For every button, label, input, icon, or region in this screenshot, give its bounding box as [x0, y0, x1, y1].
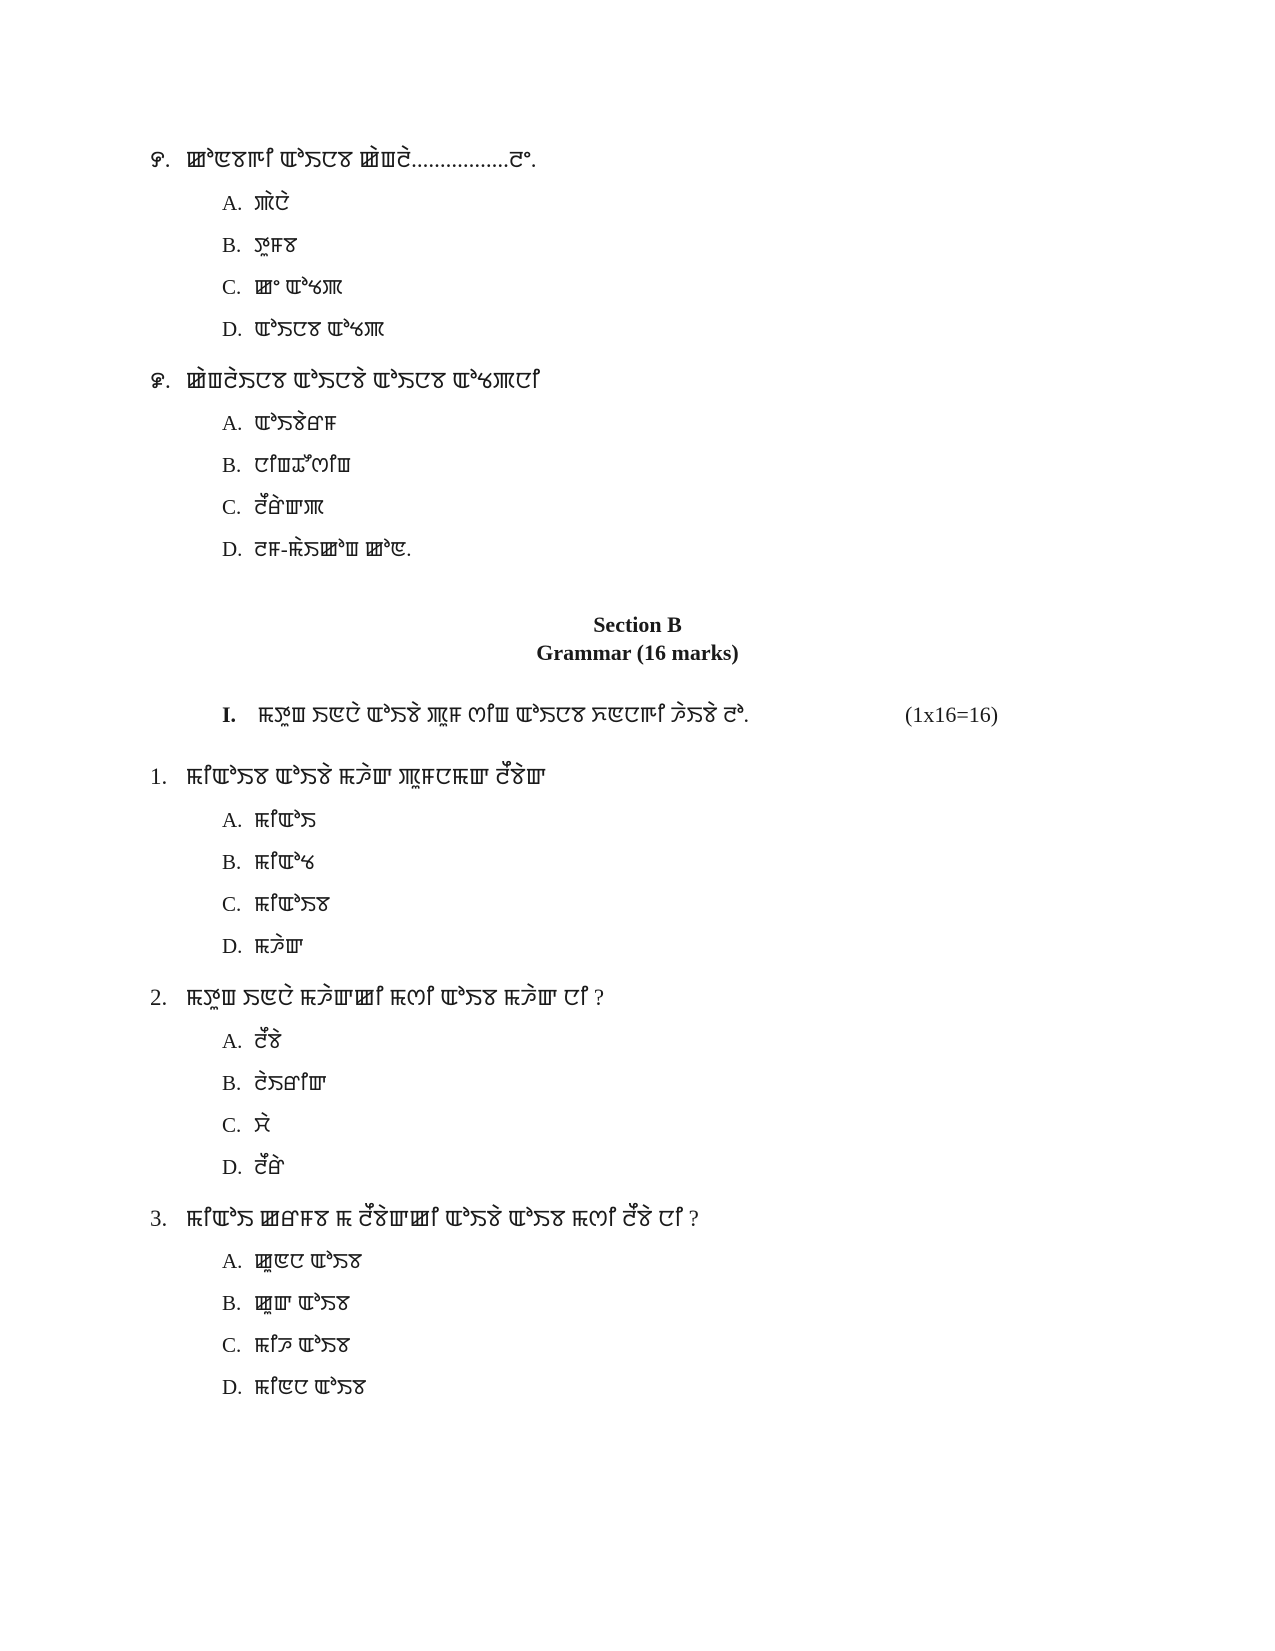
option-letter: B. — [222, 233, 242, 257]
option-d — [222, 1152, 327, 1182]
option-letter: D. — [222, 1155, 243, 1179]
grammar-question-2-options — [222, 1026, 327, 1194]
option-d — [222, 931, 330, 961]
option-text: ꯂꯥꯏꯔꯤꯛ — [254, 1071, 327, 1095]
section-instruction — [222, 700, 749, 730]
instruction-number: I. — [222, 702, 237, 727]
option-a — [222, 1026, 327, 1056]
question-8 — [150, 145, 537, 175]
option-letter: D. — [222, 934, 243, 958]
question-text: ꯃꯇꯨꯡ ꯏꯟꯅꯥ ꯃꯍꯥꯛꯀꯤ ꯃꯁꯤ ꯑꯣꯏꯕ ꯃꯍꯥꯛ ꯅꯤ ? — [185, 985, 605, 1010]
option-text: ꯀꯦ ꯑꯣꯠꯄ — [254, 275, 343, 299]
option-letter: B. — [222, 453, 242, 477]
option-text: ꯅꯤꯡꯊꯧꯁꯤꯡ — [254, 453, 352, 477]
option-letter: A. — [222, 1249, 243, 1273]
option-text: ꯂꯩꯕꯥ — [254, 1029, 282, 1053]
option-letter: B. — [222, 850, 242, 874]
grammar-question-1 — [150, 762, 546, 792]
option-letter: A. — [222, 411, 243, 435]
option-letter: A. — [222, 191, 243, 215]
option-text: ꯑꯣꯏꯕꯥꯔꯝ — [254, 411, 337, 435]
option-letter: D. — [222, 317, 243, 341]
option-d — [222, 534, 412, 564]
option-letter: C. — [222, 1333, 242, 1357]
option-c — [222, 1110, 327, 1140]
option-text: ꯃꯤꯑꯣꯏ — [254, 808, 316, 832]
option-c — [222, 889, 330, 919]
question-number: 2. — [150, 985, 168, 1010]
section-subtitle: Grammar (16 marks) — [536, 640, 739, 665]
option-text: ꯀꯨꯟꯅ ꯑꯣꯏꯕ — [254, 1249, 363, 1273]
option-text: ꯃꯍꯥꯛ — [254, 934, 304, 958]
option-text: ꯆꯥ — [254, 1113, 271, 1137]
option-letter: C. — [222, 275, 242, 299]
option-b — [222, 1068, 327, 1098]
question-text: ꯀꯣꯟꯕꯒꯤ ꯑꯣꯏꯅꯕ ꯀꯥꯡꯂꯥ.................ꯂꯦ. — [185, 147, 537, 172]
option-letter: C. — [222, 892, 242, 916]
option-c — [222, 492, 412, 522]
question-number: 1. — [150, 764, 168, 789]
option-c — [222, 272, 384, 302]
option-letter: D. — [222, 1375, 243, 1399]
option-letter: C. — [222, 495, 242, 519]
question-number: ꯹. — [150, 368, 171, 393]
question-number: 3. — [150, 1206, 168, 1231]
option-text: ꯃꯤꯑꯣꯠ — [254, 850, 315, 874]
grammar-question-3-options — [222, 1246, 366, 1414]
option-letter: B. — [222, 1291, 242, 1315]
grammar-question-2 — [150, 983, 604, 1013]
option-letter: B. — [222, 1071, 242, 1095]
option-a — [222, 188, 384, 218]
option-letter: C. — [222, 1113, 242, 1137]
option-text: ꯃꯤꯑꯣꯏꯕ — [254, 892, 331, 916]
option-b — [222, 230, 384, 260]
option-c — [222, 1330, 366, 1360]
option-d — [222, 314, 384, 344]
option-letter: A. — [222, 1029, 243, 1053]
option-text: ꯄꯥꯅꯥ — [254, 191, 290, 215]
marks-allocation: (1x16=16) — [905, 702, 999, 727]
question-text: ꯃꯤꯑꯣꯏ ꯀꯔꯝꯕ ꯃ ꯂꯩꯕꯥꯛꯀꯤ ꯑꯣꯏꯕꯥ ꯑꯣꯏꯕ ꯃꯁꯤ ꯂꯩꯕꯥ ꯅꯤ ? — [185, 1206, 699, 1231]
option-d — [222, 1372, 366, 1402]
option-text: ꯂꯝ-ꯃꯥꯏꯀꯣꯡ ꯀꯣꯟ. — [254, 537, 412, 561]
grammar-question-1-options — [222, 805, 330, 973]
option-a — [222, 805, 330, 835]
option-text: ꯃꯤꯍ ꯑꯣꯏꯕ — [254, 1333, 351, 1357]
option-b — [222, 1288, 366, 1318]
option-a — [222, 408, 412, 438]
option-text: ꯇꯨꯝꯕ — [254, 233, 298, 257]
option-letter: A. — [222, 808, 243, 832]
question-9-options — [222, 408, 412, 576]
option-text: ꯑꯣꯏꯅꯕ ꯑꯣꯠꯄ — [254, 317, 385, 341]
instruction-text: ꯃꯇꯨꯡ ꯏꯟꯅꯥ ꯑꯣꯏꯕꯥ ꯄꯨꯝ ꯁꯤꯡ ꯑꯣꯏꯅꯕ ꯈꯟꯅꯒꯤ ꯍꯥꯏꯕꯥ ꯂꯣ. — [257, 702, 750, 727]
question-number: ꯸. — [150, 147, 171, 172]
option-text: ꯃꯤꯟꯅ ꯑꯣꯏꯕ — [254, 1375, 367, 1399]
question-text: ꯀꯥꯡꯂꯥꯏꯅꯕ ꯑꯣꯏꯅꯕꯥ ꯑꯣꯏꯅꯕ ꯑꯣꯠꯄꯅꯤ — [185, 368, 541, 393]
option-letter: D. — [222, 537, 243, 561]
question-9 — [150, 366, 540, 396]
option-text: ꯂꯩꯔꯥꯛꯄ — [254, 495, 325, 519]
option-a — [222, 1246, 366, 1276]
question-8-options — [222, 188, 384, 356]
option-text: ꯂꯩꯔꯥ — [254, 1155, 285, 1179]
option-text: ꯀꯨꯛ ꯑꯣꯏꯕ — [254, 1291, 351, 1315]
section-title: Section B — [593, 612, 682, 637]
question-text: ꯃꯤꯑꯣꯏꯕ ꯑꯣꯏꯕꯥ ꯃꯍꯥꯛ ꯄꯨꯝꯅꯃꯛ ꯂꯩꯕꯥꯛ — [185, 764, 547, 789]
option-b — [222, 847, 330, 877]
grammar-question-3 — [150, 1204, 699, 1234]
option-b — [222, 450, 412, 480]
